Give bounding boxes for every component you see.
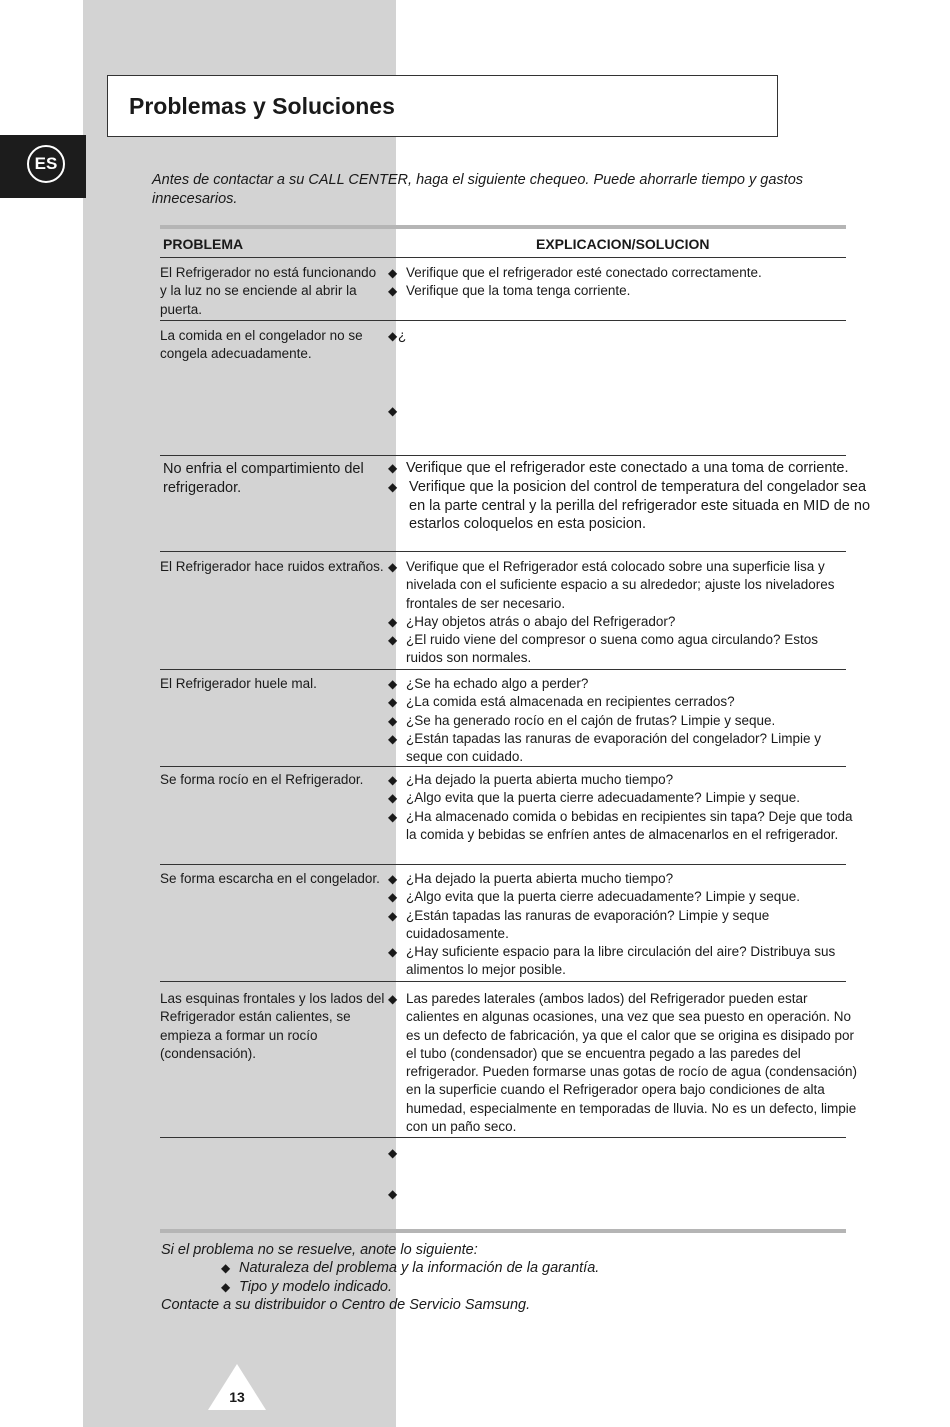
solution-cell (388, 675, 858, 766)
bullet-icon: ◆ (388, 908, 398, 923)
table-bottom-rule (160, 1229, 846, 1233)
bullet-icon: ◆ (388, 560, 398, 574)
solution-item: ◆ ¿Ha almacenado comida o bebidas en recipientes sin tapa? Deje que toda la comida y bebidas se enfríen antes de almacenarlos en el refrigerador. (388, 808, 858, 845)
solution-cell (388, 558, 858, 668)
solution-item: ◆ Verifique que la toma tenga corriente. (388, 282, 858, 300)
solution-item: ◆ ¿Hay suficiente espacio para la libre circulación del aire? Distribuya sus alimentos lo mejor posible. (388, 943, 858, 980)
row-divider (160, 981, 846, 982)
row-divider (160, 1137, 846, 1138)
language-badge: ES (27, 145, 65, 183)
row-divider (160, 669, 846, 670)
solution-item: ◆ ¿ (388, 327, 858, 345)
solution-cell (388, 459, 873, 534)
problem-cell: Las esquinas frontales y los lados del Refrigerador están calientes, se empieza a formar un rocío (condensación). (160, 991, 385, 1061)
problem-cell: El Refrigerador hace ruidos extraños. (160, 559, 384, 574)
solution-item: ◆ ¿Se ha generado rocío en el cajón de frutas? Limpie y seque. (388, 712, 858, 730)
problem-cell: La comida en el congelador no se congela adecuadamente. (160, 328, 363, 362)
table-top-rule (160, 225, 846, 229)
solution-item: ◆ ¿Hay objetos atrás o abajo del Refrigerador? (388, 613, 858, 631)
problem-cell: Se forma escarcha en el congelador. (160, 871, 380, 886)
solution-item: ◆ Verifique que el Refrigerador está colocado sobre una superficie lisa y nivelada con el suficiente espacio a su alrededor; ajuste los niveladores frontales de ser necesario. (388, 558, 858, 613)
bullet-icon: ◆ (388, 731, 398, 746)
bullet-icon: ◆ (388, 713, 398, 728)
solution-item: ◆ ¿Se ha echado algo a perder? (388, 675, 858, 693)
solution-item: ◆ Verifique que el refrigerador esté conectado correctamente. (388, 264, 858, 282)
problem-cell: Se forma rocío en el Refrigerador. (160, 772, 364, 787)
footer-line: Contacte a su distribuidor o Centro de Servicio Samsung. (161, 1296, 531, 1313)
header-problem: PROBLEMA (163, 236, 244, 252)
bullet-icon: ◆ (388, 791, 398, 806)
solution-item: ◆ Verifique que el refrigerador este conectado a una toma de corriente. (388, 460, 849, 476)
solution-item: ◆ ¿Ha dejado la puerta abierta mucho tiempo? (388, 870, 858, 888)
problem-cell: El Refrigerador huele mal. (160, 676, 317, 691)
row-divider (160, 455, 846, 456)
footer-item: ◆ Tipo y modelo indicado. (221, 1278, 393, 1295)
row-divider (160, 766, 846, 767)
bullet-icon: ◆ (388, 872, 398, 886)
row-divider (160, 864, 846, 865)
bullet-icon: ◆ (388, 479, 398, 494)
solution-item: ◆ Verifique que la posicion del control de temperatura del congelador sea en la parte central y la perilla del refrigerador este situada en MID de no estarlos coloquelos en esta posicion. (388, 478, 871, 533)
row-divider (160, 257, 846, 258)
bullet-icon: ◆ (388, 1146, 398, 1160)
solution-item: ◆ ¿Están tapadas las ranuras de evaporación del congelador? Limpie y seque con cuidado. (388, 730, 858, 767)
bullet-icon: ◆ (388, 945, 398, 960)
bullet-icon: ◆ (388, 633, 398, 648)
bullet-icon: ◆ (388, 461, 398, 475)
problem-cell: No enfria el compartimiento del refrigerador. (163, 461, 364, 496)
bullet-icon: ◆ (388, 284, 398, 299)
solution-item: ◆ ¿Ha dejado la puerta abierta mucho tiempo? (388, 771, 858, 789)
bullet-icon: ◆ (221, 1261, 231, 1276)
solution-cell (388, 264, 858, 301)
solution-item: ◆ ¿Algo evita que la puerta cierre adecuadamente? Limpie y seque. (388, 789, 858, 807)
bullet-icon: ◆ (388, 695, 398, 710)
footer-notes (161, 1241, 841, 1314)
bullet-icon: ◆ (388, 890, 398, 905)
bullet-icon: ◆ (388, 266, 398, 280)
header-solution: EXPLICACION/SOLUCION (536, 236, 710, 252)
intro-text: Antes de contactar a su CALL CENTER, haga el siguiente chequeo. Puede ahorrarle tiempo y gastos innecesarios. (152, 172, 804, 207)
bullet-icon: ◆ (388, 329, 398, 343)
problem-cell: El Refrigerador no está funcionando y la luz no se enciende al abrir la puerta. (160, 265, 377, 317)
solution-item: ◆ ¿La comida está almacenada en recipientes cerrados? (388, 693, 858, 711)
solution-item: ◆ Las paredes laterales (ambos lados) del Refrigerador pueden estar calientes en algunas ocasiones, una vez que sea puesto en operación. No es un defecto de fabricación, ya que el calor que se origina es disipado por el tubo (condensador) que se encuentra pegado a las paredes del refrigerador. Pueden formarse unas gotas de rocío de agua (condensación) en la superficie cuando el Refrigerador opera bajo condiciones de alta humedad, especialmente en temporadas de lluvia. No es un defecto, limpie con un paño seco. (388, 990, 858, 1136)
page-title: Problemas y Soluciones (129, 93, 395, 119)
solution-item: ◆ ¿Algo evita que la puerta cierre adecuadamente? Limpie y seque. (388, 888, 858, 906)
bullet-icon: ◆ (388, 1187, 398, 1201)
solution-cell (388, 870, 858, 980)
bullet-icon: ◆ (388, 992, 398, 1006)
bullet-icon: ◆ (388, 809, 398, 824)
row-divider (160, 551, 846, 552)
title-box (107, 75, 778, 137)
bullet-icon: ◆ (388, 773, 398, 787)
solution-item: ◆ ¿El ruido viene del compresor o suena como agua circulando? Estos ruidos son normales. (388, 631, 858, 668)
bullet-icon: ◆ (221, 1279, 231, 1294)
page-number-badge (206, 1362, 268, 1412)
footer-line: Si el problema no se resuelve, anote lo siguiente: (161, 1242, 478, 1258)
solution-cell (388, 771, 858, 844)
solution-cell (388, 327, 858, 345)
page-number: 13 (229, 1389, 245, 1405)
footer-item: ◆ Naturaleza del problema y la información de la garantía. (221, 1260, 600, 1277)
row-divider (160, 320, 846, 321)
bullet-icon: ◆ (388, 614, 398, 629)
solution-item: ◆ ¿Están tapadas las ranuras de evaporación? Limpie y seque cuidadosamente. (388, 907, 858, 944)
solution-cell (388, 990, 858, 1136)
bullet-icon: ◆ (388, 677, 398, 691)
bullet-icon: ◆ (388, 404, 398, 418)
gray-margin-band (83, 0, 396, 1427)
